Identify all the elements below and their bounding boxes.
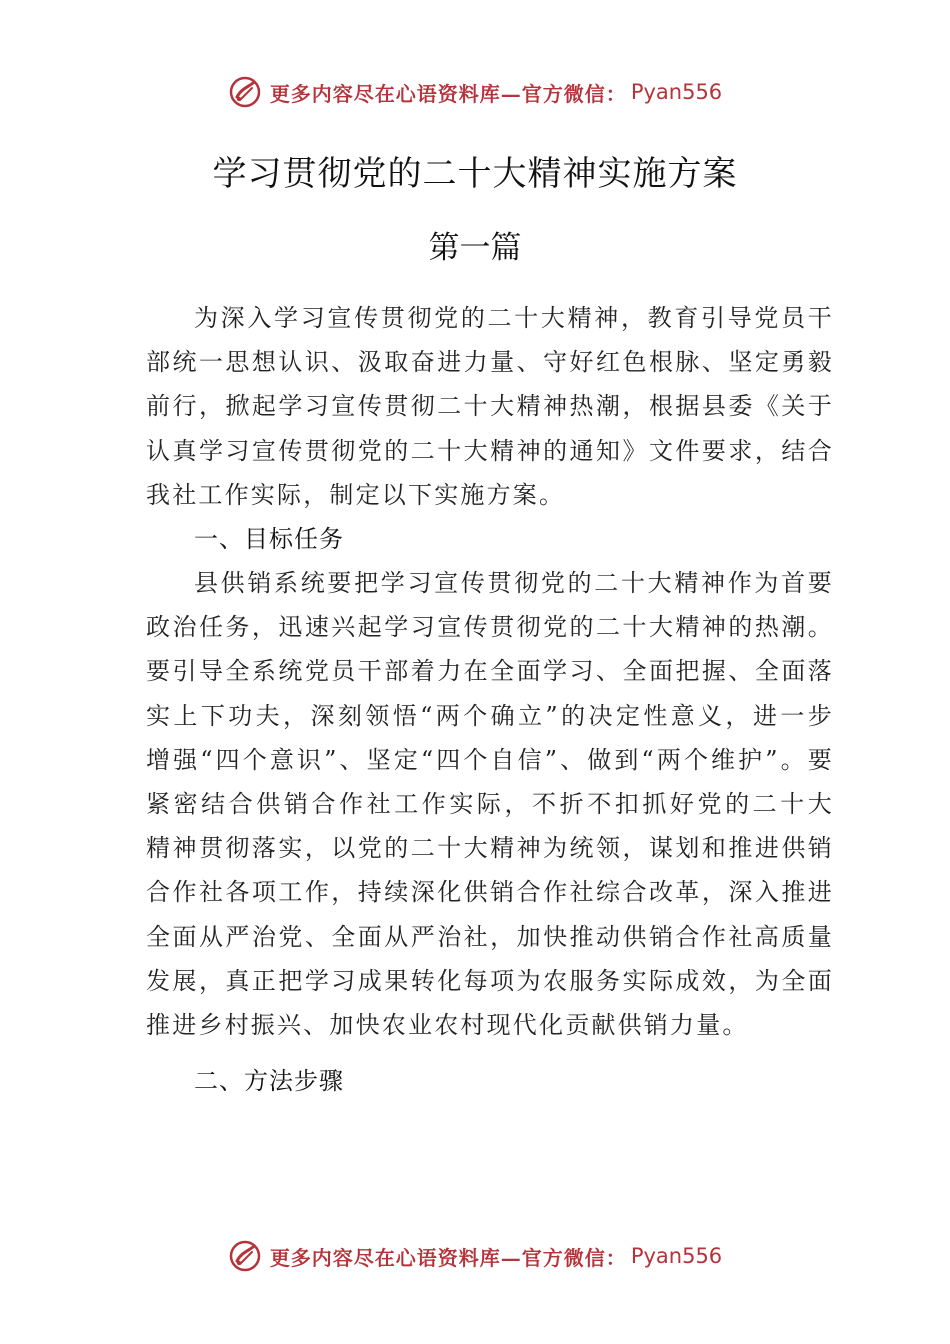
section-heading-goals: 一、目标任务 bbox=[194, 525, 344, 554]
banner-wechat-id: Pyan556 bbox=[630, 80, 723, 104]
section-heading-steps: 二、方法步骤 bbox=[194, 1067, 344, 1096]
banner-wechat-id: Pyan556 bbox=[630, 1244, 723, 1268]
goals-paragraph: 县供销系统要把学习宣传贯彻党的二十大精神作为首要政治任务，迅速兴起学习宣传贯彻党的二十大精神的热潮。要引导全系统党员干部着力在全面学习、全面把握、全面落 实上下功夫，深刻领悟“两个确立”的决定性意义，进一步 增强“四个意识”、坚定“四个自信”、做到“两个维护”。要紧密结合供销合作社工作实际，不折不扣抓好党的二十大 精神贯彻落实，以党的二十大精神为统领，谋划和推进供销 合作社各项工作，持续深化供销合作社综合改革，深入推进 全面从严治党、全面从严治社，加快推动供销合作社高质量发展，真正把学习成果转化每项为农服务实际成效，为全面 推进乡村振兴、加快农业农村现代化贡献供销力量。 bbox=[146, 569, 834, 1040]
logo-icon bbox=[228, 75, 262, 109]
document-subtitle: 第一篇 bbox=[428, 230, 522, 266]
header-banner bbox=[0, 72, 950, 112]
banner-text: 更多内容尽在心语资料库—官方微信： bbox=[269, 1245, 627, 1270]
document-body bbox=[146, 296, 834, 1103]
banner-text: 更多内容尽在心语资料库—官方微信： bbox=[269, 81, 627, 106]
document-title: 学习贯彻党的二十大精神实施方案 bbox=[212, 154, 738, 194]
logo-icon bbox=[228, 1239, 262, 1273]
footer-banner bbox=[0, 1236, 950, 1276]
intro-paragraph: 为深入学习宣传贯彻党的二十大精神，教育引导党员干部统一思想认识、汲取奋进力量、守好红色根脉、坚定勇毅前行，掀起学习宣传贯彻二十大精神热潮，根据县委《关于认真学习宣传贯彻党的二十大精神的通知》文件要求，结合我社工作实际，制定以下实施方案。 bbox=[146, 304, 834, 509]
